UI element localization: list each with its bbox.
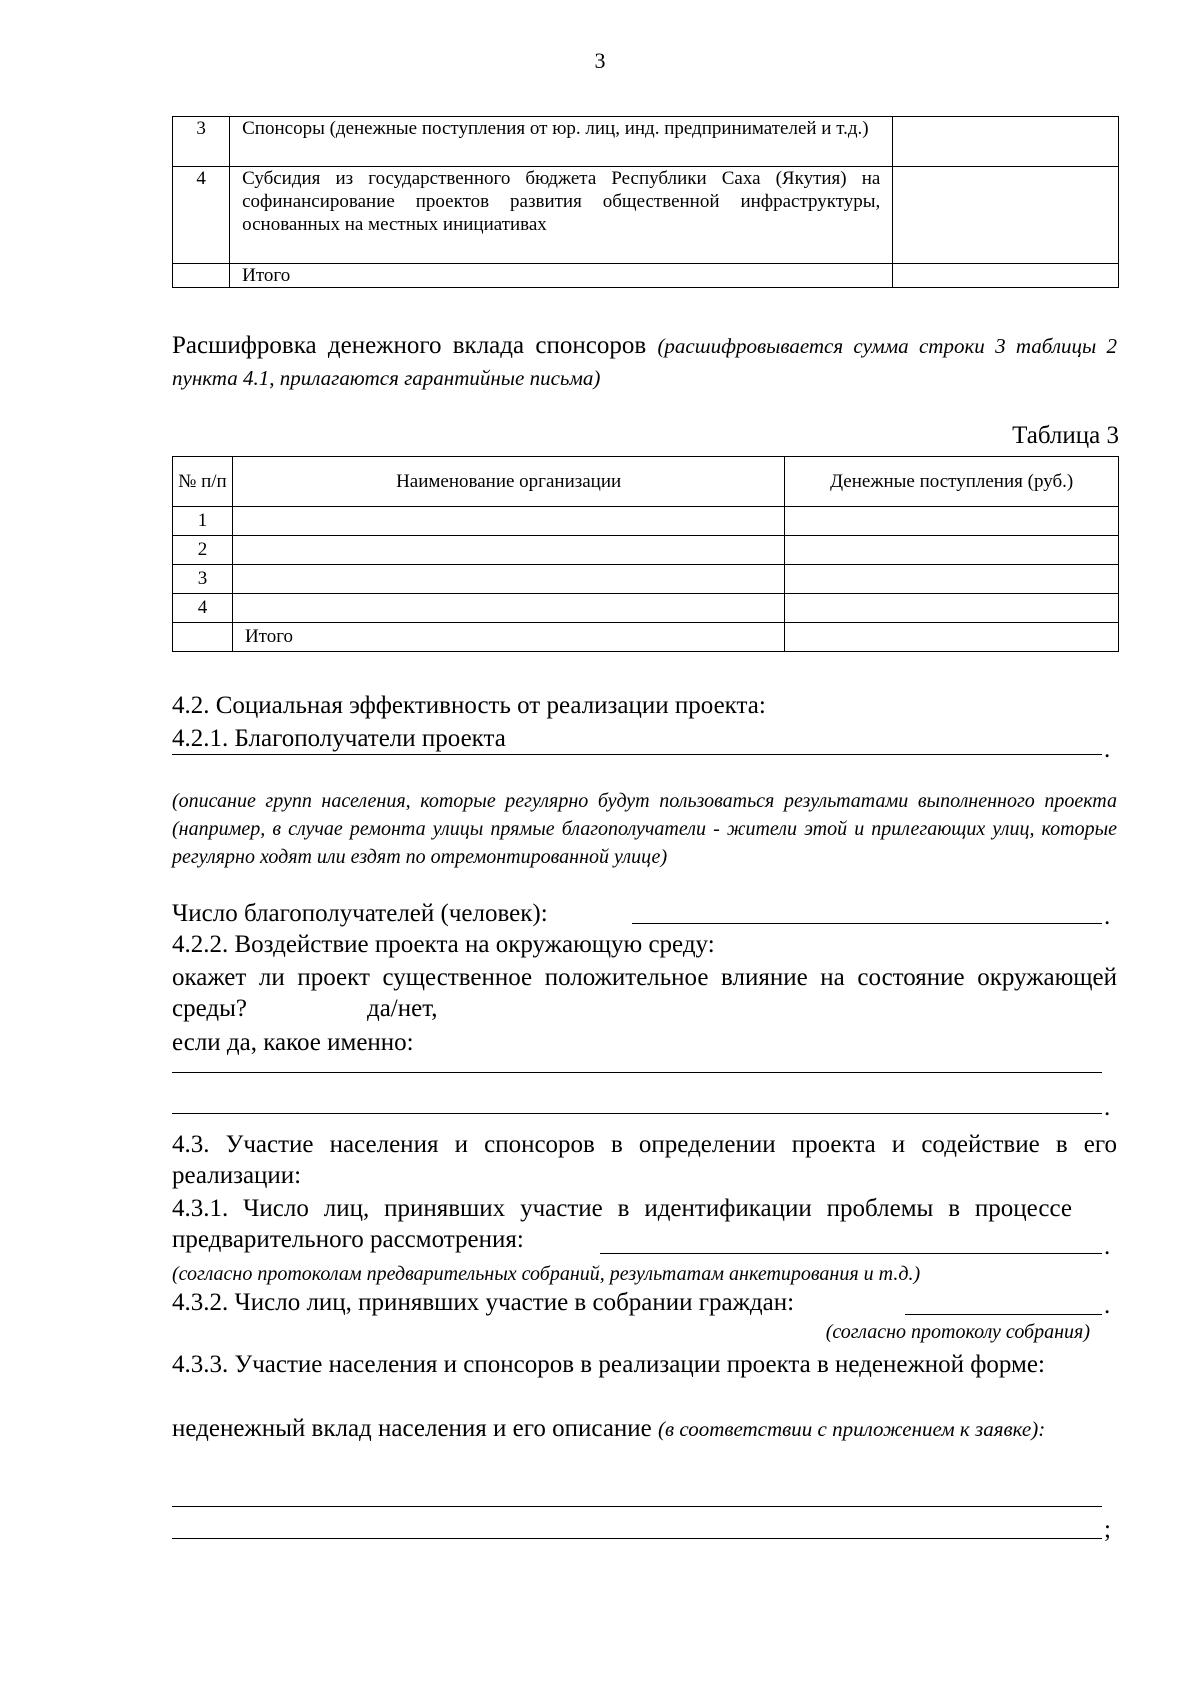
section-4-3-1-note: (согласно протоколам предварительных собраний, результатам анкетирования и т.д.) <box>172 1263 921 1285</box>
section-4-2-heading: 4.2. Социальная эффективность от реализации проекта: <box>172 692 766 719</box>
identification-count-field[interactable] <box>600 1253 1102 1254</box>
row-number <box>173 264 230 288</box>
funding-table <box>172 116 1119 288</box>
line-end-period: . <box>1104 1292 1111 1319</box>
beneficiaries-label: Число благополучателей (человек): <box>172 900 548 927</box>
row-number: 3 <box>173 117 230 167</box>
line-end-period: . <box>1104 736 1111 763</box>
line-end-period: . <box>1104 903 1111 930</box>
organization-cell: Итого <box>232 623 784 652</box>
section-4-3-1-heading: 4.3.1. Число лиц, принявших участие в идентификации проблемы в процессе предварительного рассмотрения: <box>172 1195 1072 1253</box>
organization-cell[interactable] <box>232 536 784 565</box>
beneficiaries-description-line[interactable] <box>172 754 1102 755</box>
row-label: Субсидия из государственного бюджета Республики Саха (Якутия) на софинансирование проектов развития общественной инфраструктуры, основанных на местных инициативах <box>230 167 893 264</box>
header-name: Наименование организации <box>232 457 784 507</box>
line-end-semicolon: ; <box>1104 1516 1111 1543</box>
table-row <box>173 507 1119 536</box>
section-4-2-1-note: (описание групп населения, которые регулярно будут пользоваться результатами выполненного проекта (например, в случае ремонта улицы прямые благополучатели - жители этой и прилегающих улиц, которые регулярно ходят или ездят по отремонтированной улице) <box>172 790 1117 868</box>
sponsors-table <box>172 456 1119 652</box>
table-row <box>173 594 1119 623</box>
organization-cell[interactable] <box>232 565 784 594</box>
page-number: 3 <box>594 48 606 73</box>
env-question-text: окажет ли проект существенное положительное влияние на состояние окружающей среды? <box>172 964 1117 1022</box>
money-cell[interactable] <box>785 536 1119 565</box>
table-row-total <box>173 264 1119 288</box>
non-monetary-line-2[interactable] <box>172 1538 1102 1539</box>
table-row <box>173 536 1119 565</box>
table-row <box>173 117 1119 167</box>
table-header-row <box>173 457 1119 507</box>
line-end-period: . <box>1104 1094 1111 1121</box>
if-yes-label: если да, какое именно: <box>172 1029 414 1056</box>
organization-cell[interactable] <box>232 594 784 623</box>
organization-cell[interactable] <box>232 507 784 536</box>
row-number: 2 <box>173 536 233 565</box>
section-4-3-2-heading: 4.3.2. Число лиц, принявших участие в собрании граждан: <box>172 1289 795 1316</box>
beneficiaries-count-field[interactable] <box>632 923 1102 924</box>
env-question <box>172 962 1117 1024</box>
row-number: 4 <box>173 167 230 264</box>
money-cell[interactable] <box>785 594 1119 623</box>
non-monetary-label: неденежный вклад населения и его описание <box>172 1415 652 1442</box>
money-cell[interactable] <box>785 507 1119 536</box>
row-number <box>173 623 233 652</box>
yes-no-option[interactable]: да/нет, <box>366 995 438 1022</box>
sponsors-section <box>172 330 1117 394</box>
row-number: 1 <box>173 507 233 536</box>
money-cell[interactable] <box>785 623 1119 652</box>
section-4-2-1-heading: 4.2.1. Благополучатели проекта <box>172 725 506 752</box>
row-number: 3 <box>173 565 233 594</box>
section-4-3-heading: 4.3. Участие населения и спонсоров в определении проекта и содействие в его реализации: <box>172 1131 1117 1189</box>
row-label: Итого <box>230 264 893 288</box>
table-row <box>173 565 1119 594</box>
table3-caption: Таблица 3 <box>1012 422 1119 449</box>
sponsors-note: (расшифровывается сумма строки 3 таблицы 2 пункта 4.1, прилагаются гарантийные письма) <box>172 334 1118 390</box>
table-row <box>173 167 1119 264</box>
header-num: № п/п <box>173 457 233 507</box>
row-label: Спонсоры (денежные поступления от юр. лиц, инд. предпринимателей и т.д.) <box>230 117 893 167</box>
line-end-period: . <box>1104 1233 1111 1260</box>
non-monetary-section <box>172 1413 1117 1445</box>
table-row-total <box>173 623 1119 652</box>
row-value[interactable] <box>893 117 1119 167</box>
section-4-3-2-note: (согласно протоколу собрания) <box>825 1321 1090 1343</box>
row-value[interactable] <box>893 264 1119 288</box>
row-value[interactable] <box>893 167 1119 264</box>
non-monetary-note: (в соответствии с приложением к заявке): <box>658 1417 1046 1441</box>
env-impact-line-1[interactable] <box>172 1072 1102 1073</box>
row-number: 4 <box>173 594 233 623</box>
header-money: Денежные поступления (руб.) <box>785 457 1119 507</box>
money-cell[interactable] <box>785 565 1119 594</box>
non-monetary-line-1[interactable] <box>172 1506 1102 1507</box>
meeting-count-field[interactable] <box>905 1314 1102 1315</box>
sponsors-heading: Расшифровка денежного вклада спонсоров <box>172 332 647 359</box>
section-4-3-3-heading: 4.3.3. Участие населения и спонсоров в реализации проекта в неденежной форме: <box>172 1351 1045 1378</box>
env-impact-line-2[interactable] <box>172 1113 1102 1114</box>
section-4-2-2-heading: 4.2.2. Воздействие проекта на окружающую среду: <box>172 931 715 958</box>
